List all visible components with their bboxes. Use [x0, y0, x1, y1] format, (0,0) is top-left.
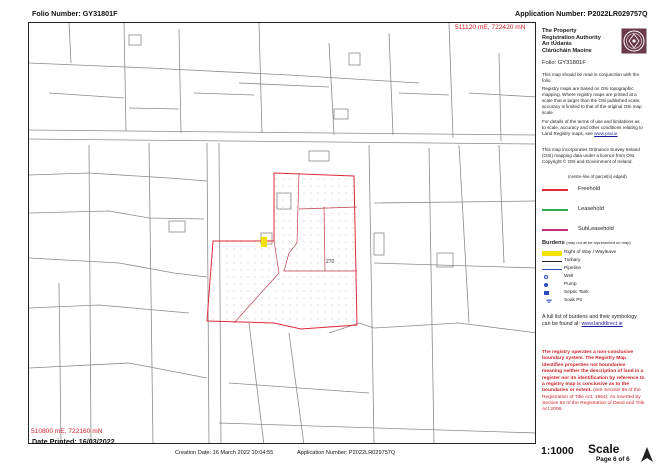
burdens-full-list-text: A full list of burdens and their symbology can be found at:	[542, 314, 637, 327]
landdirect-link[interactable]: www.landdirect.ie	[581, 320, 623, 327]
legend-leasehold-label: Leasehold	[578, 206, 604, 212]
legend-leasehold	[540, 205, 644, 215]
notice-line-3: (see Section 85 of the Registration of Title Act, 1964). As inserted by Section 62 of the Registration of Deed and Title Act 2006.	[542, 388, 645, 413]
burden-label-3: Well	[564, 274, 574, 279]
burden-label-0: Right of Way / Wayleave	[564, 250, 617, 255]
authority-line-1: The Property	[542, 28, 577, 34]
filled-circle-icon	[544, 283, 548, 287]
info-paragraph-2: Registry maps are based on OSi topographic mapping. Where registry maps are printed at a scale that is larger than the OSi published scale, accuracy is limited to that of the original OSi map scale.	[542, 86, 642, 115]
burden-well	[540, 274, 644, 281]
authority-line-3: An tÚdarás	[542, 41, 572, 48]
boundary-notice	[542, 350, 646, 414]
authority-block	[542, 28, 646, 55]
map-scale: 1:1000	[541, 445, 574, 457]
burden-turbary	[540, 258, 644, 265]
burden-label-1: Turbary	[564, 258, 581, 263]
coordinate-ne: 511120 mE, 722420 mN	[455, 24, 526, 31]
info-paragraph-4: This map incorporates Ordnance Survey Ireland (OSI) mapping data under a licence from OSI. Copyright © OSI and Government of Ireland.	[542, 147, 640, 164]
north-arrow-icon	[636, 446, 658, 464]
burden-label-6: Soak Pit	[564, 298, 582, 303]
burden-soak-pit	[540, 298, 644, 305]
black-line-icon	[542, 261, 562, 262]
parcel-number: 270	[326, 259, 335, 265]
notice-line-1: The registry operates a non-conclusive boundary system.	[542, 350, 634, 362]
authority-line-2: Registration Authority	[542, 34, 601, 41]
info-paragraph-3-text: For details of the terms of use and limitations as to scale, accuracy and other conditions relating to Land Registry maps, see	[542, 119, 643, 136]
authority-line-4: Clárúcháin Maoine	[542, 48, 592, 55]
notice-line-2: The Registry Map identifies properties not boundaries meaning neither the description of land in a register nor its identification by reference to a registry map is conclusive as to the boundaries or extent.	[542, 356, 645, 394]
authority-seal-icon	[621, 28, 647, 54]
burdens-note: (may not all be represented on map)	[566, 240, 631, 245]
burden-pipeline	[540, 266, 644, 273]
footer-application-number: Application Number: P2022LR029757Q	[297, 450, 396, 456]
burden-label-5: Septic Tank	[564, 290, 589, 295]
registry-map[interactable]	[29, 23, 536, 444]
scale-label: Scale	[588, 442, 620, 456]
circle-icon	[544, 275, 548, 279]
legend-subleasehold-label: SubLeasehold	[578, 226, 614, 232]
burden-right-of-way	[540, 250, 644, 257]
subleasehold-line-icon	[542, 229, 568, 231]
date-printed: Date Printed: 16/03/2022	[32, 437, 115, 446]
legend-subleasehold	[540, 225, 644, 235]
side-folio: Folio: GY31801F	[542, 60, 586, 66]
freehold-line-icon	[542, 189, 568, 191]
blue-line-icon	[542, 269, 562, 270]
soak-pit-icon	[542, 299, 562, 304]
burdens-title-text: Burdens	[542, 240, 565, 246]
burden-septic-tank	[540, 290, 644, 297]
burdens-title	[542, 240, 631, 247]
prai-link[interactable]: www.prai.ie	[594, 130, 618, 136]
freehold-parcel	[207, 173, 357, 329]
leasehold-line-icon	[542, 209, 568, 211]
page-number: Page 6 of 6	[596, 456, 630, 463]
right-of-way-mark	[261, 237, 267, 247]
yellow-band-icon	[542, 251, 562, 256]
map-information-panel	[538, 22, 646, 444]
burden-label-4: Pump	[564, 282, 577, 287]
legend-title: (centre-line of parcel(s) edged)	[568, 174, 627, 179]
legend-freehold	[540, 185, 644, 195]
burden-pump	[540, 282, 644, 289]
burden-label-2: Pipeline	[564, 266, 582, 271]
legend-freehold-label: Freehold	[578, 186, 601, 192]
burdens-full-list	[542, 314, 644, 328]
info-paragraph-3	[542, 119, 644, 137]
coordinate-sw: 510800 mE, 722160 mN	[31, 428, 103, 435]
folio-number-header: Folio Number: GY31801F	[32, 9, 118, 18]
application-number-header: Application Number: P2022LR029757Q	[515, 9, 648, 18]
info-paragraph-1: This map should be read in conjunction with the folio.	[542, 72, 640, 83]
map-frame[interactable]	[28, 22, 536, 444]
creation-date: Creation Date: 16 March 2022 10:04:55	[175, 450, 274, 456]
square-icon	[544, 291, 549, 295]
